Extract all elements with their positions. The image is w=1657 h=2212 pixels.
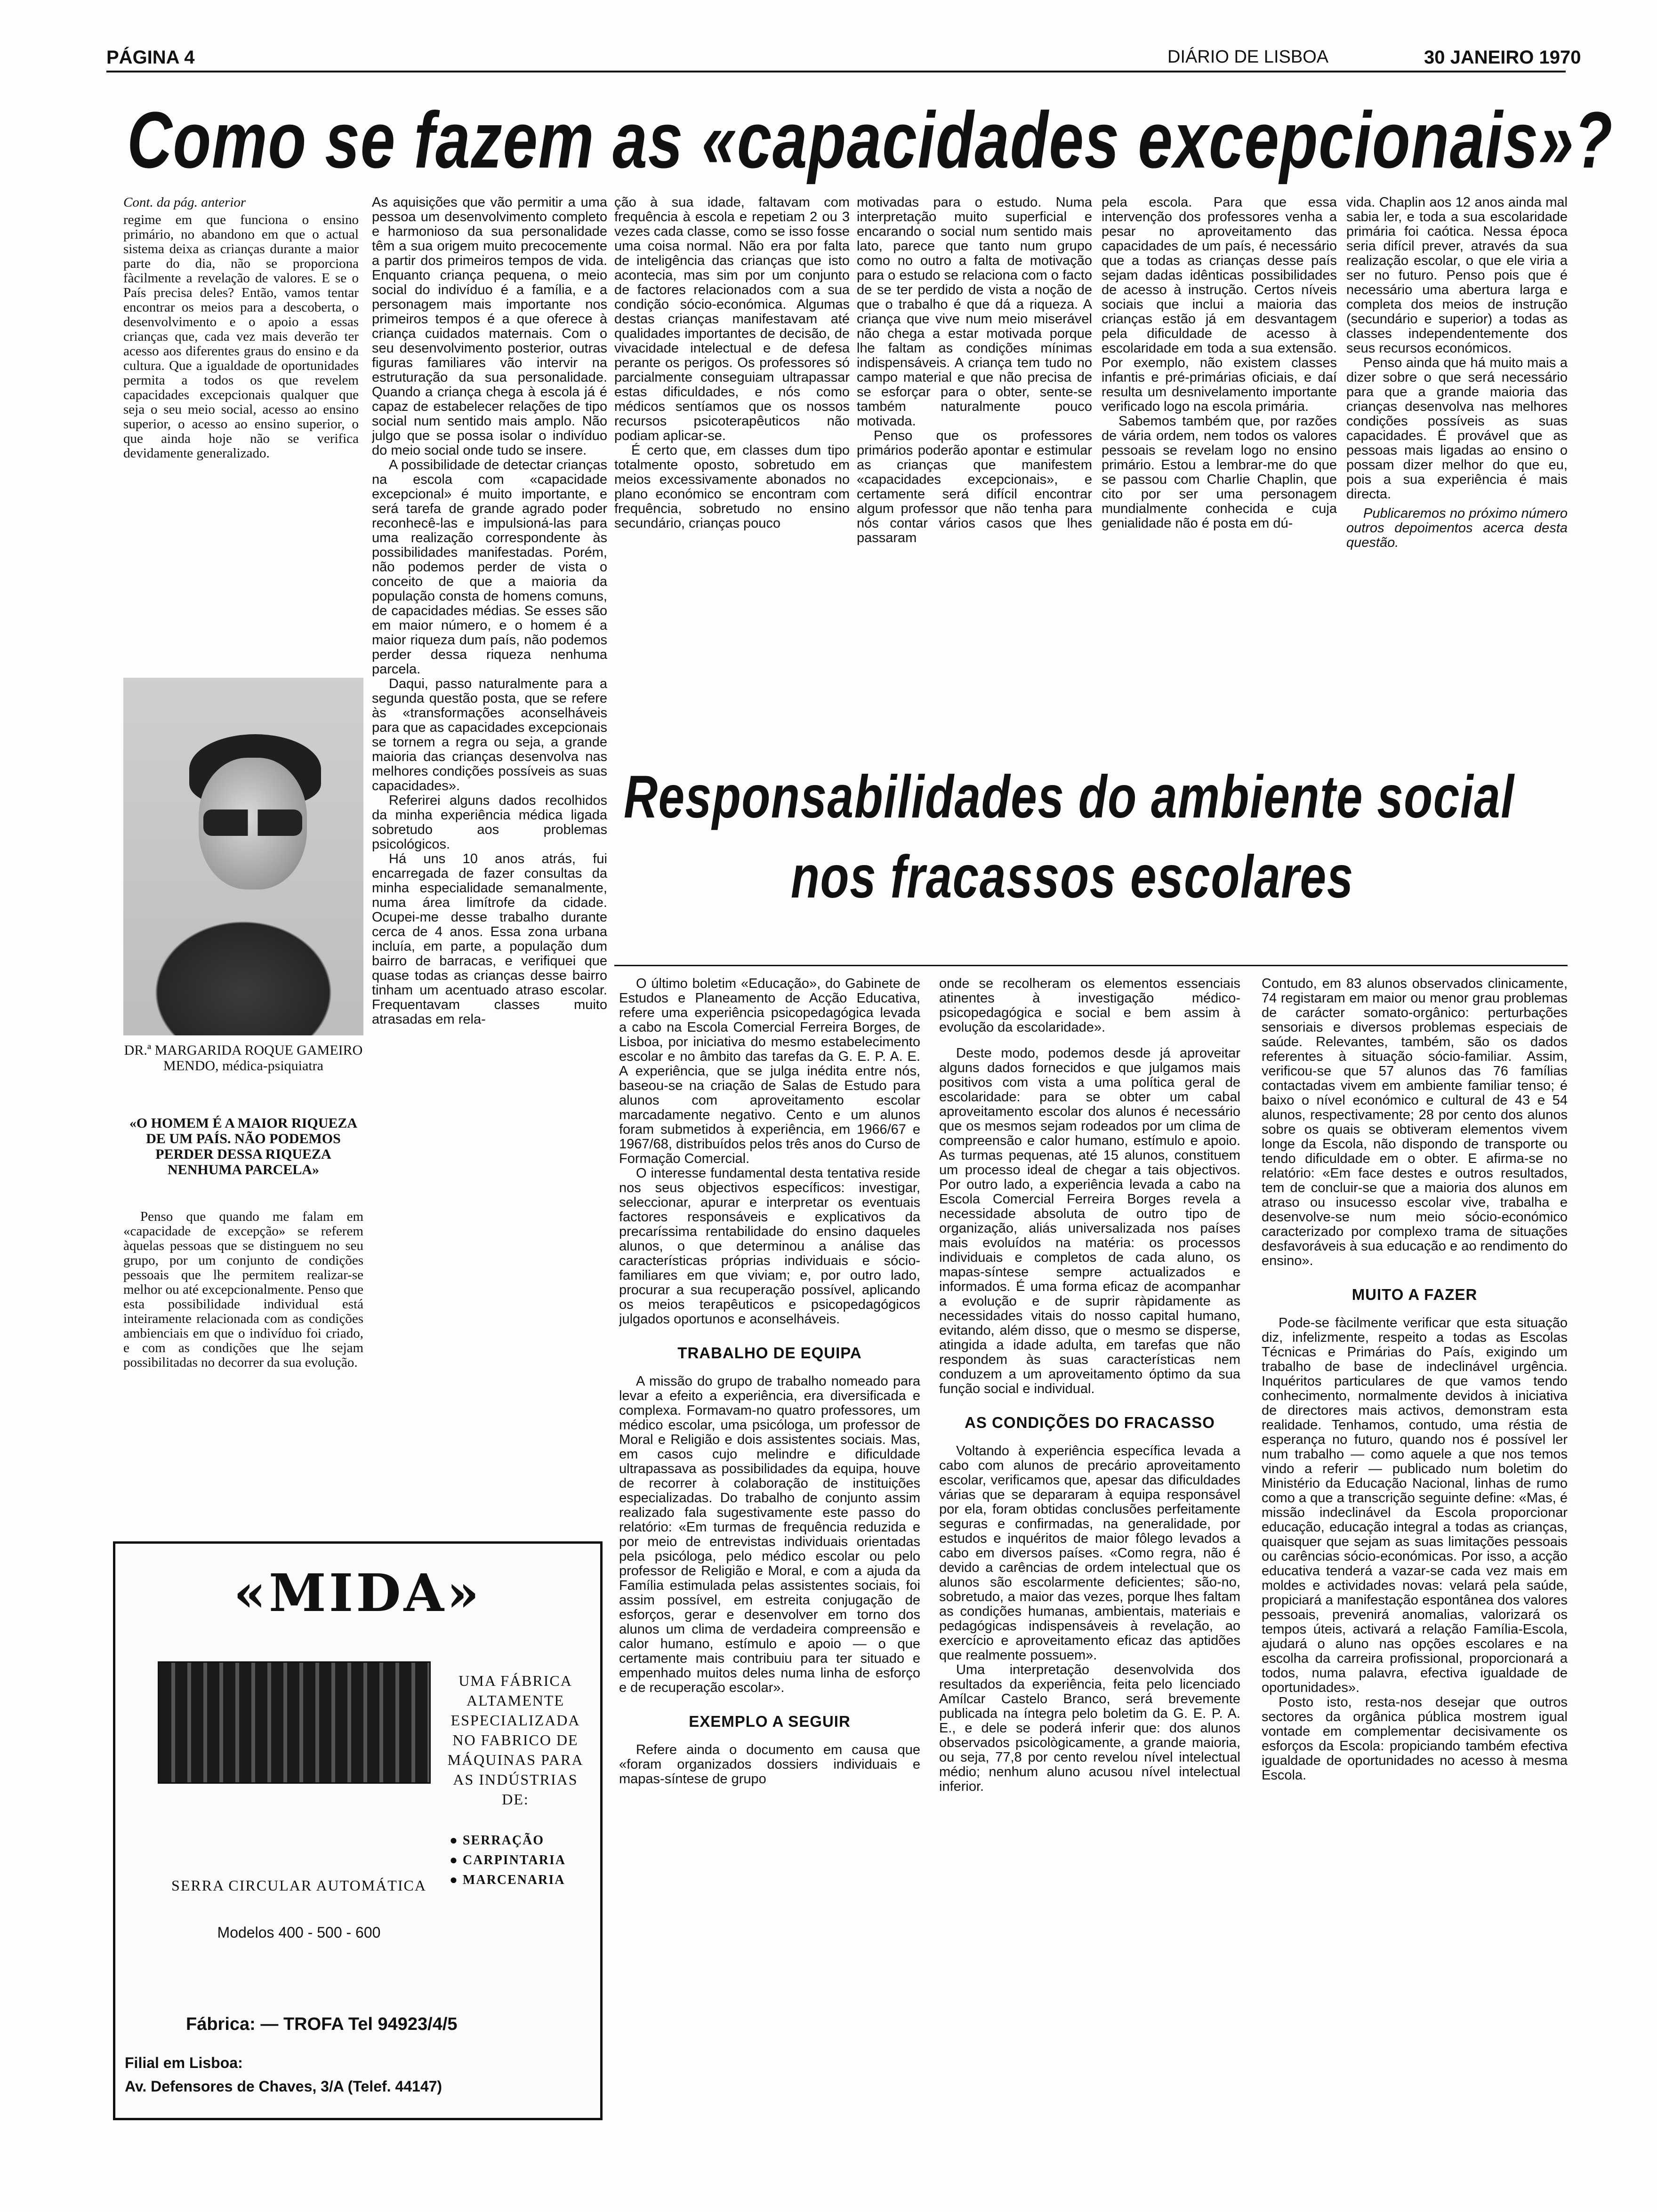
continuation-note: Cont. da pág. anterior — [123, 195, 246, 210]
article1-column-6 — [1346, 195, 1568, 732]
article1-col3b-text: É certo que, em classes dum tipo totalmente oposto, sobretudo em meios excessivamente abonados no plano económico se encontram com frequência, sobretudo no ensino secundário, crianças pouco — [614, 443, 850, 531]
article1-col2c-text: Daqui, passo naturalmente para a segunda questão posta, que se refere às «transformações aconselháveis para que as capacidades excepcionais se tornem a regra ou seja, a grande maioria das crianças desenvolva nas melhores condições possíveis as suas capacidades». — [372, 676, 607, 793]
ad-industries — [450, 1831, 600, 1890]
article2-headline-line1: Responsabilidades do ambiente social — [624, 763, 1515, 831]
article1-col6-text: vida. Chaplin aos 12 anos ainda mal sabia ler, e toda a sua escolaridade primária foi caótica. Nessa época seria difícil prever, através da sua realização escolar, o que ele viria a ser no futuro. Penso pois que é necessário uma abertura larga e completa dos meios de instrução (secundário e superior) a todas as classes independentemente dos seus recursos económicos. — [1346, 195, 1568, 356]
article1-column-5 — [1102, 195, 1337, 732]
article2-colC-text: Contudo, em 83 alunos observados clinicamente, 74 registaram em maior ou menor grau problemas de carácter somato-orgânico: perturbações sensoriais e diversos problemas especiais de saúde. Relevantes, também, são os dados referentes à situação sócio-familiar. Assim, verificou-se que 57 alunos das 76 famílias contactadas vivem em ambiente familiar tenso; é baixo o nível económico e cultural de 43 e 54 alunos, respectivamente; 28 por cento dos alunos sobre os quais se obtiveram elementos vivem longe da Escola, não dispondo de transporte ou tendo dificuldade em o obter. E afirma-se no relatório: «Em face destes e outros resultados, tem de concluir-se que a maioria dos alunos em atraso ou insucesso escolar vive, trabalha e desenvolve-se num meio sócio-económico caracterizado por complexo trama de situações desfavoráveis à sua educação e ao rendimento do ensino». — [1262, 977, 1568, 1268]
photo-caption: DR.ª MARGARIDA ROQUE GAMEIRO MENDO, médica-psiquiatra — [124, 1042, 363, 1074]
article1-column-1b — [123, 1210, 363, 1525]
page-label: PÁGINA 4 — [106, 47, 195, 68]
subhead-condicoes-fracasso: AS CONDIÇÕES DO FRACASSO — [965, 1414, 1215, 1431]
article2-top-rule — [614, 965, 1568, 966]
article1-col4-text: motivadas para o estudo. Numa interpretação muito superficial e encarando o social num sentido mais lato, parece que tanto num grupo como no outro a falta de motivação para o estudo se relaciona com o facto de se ter perdido de vista a noção de que o trabalho é que dá a riqueza. A criança que vive num meio miserável não chega a estar motivada porque lhe faltam as condições mínimas indispensáveis. A criança tem tudo no campo material e que não precisa de se esforçar para o obter, sente-se também naturalmente pouco motivada. — [857, 195, 1092, 429]
newspaper-name: DIÁRIO DE LISBOA — [1167, 47, 1329, 67]
article2-colB-text: onde se recolheram os elementos essenciais atinentes à investigação médico-psicopedagógica e social e bem assim à evolução da escolaridade». — [939, 977, 1240, 1035]
ad-models: Modelos 400 - 500 - 600 — [217, 1924, 381, 1941]
pull-quote: «O HOMEM É A MAIOR RIQUEZA DE UM PAÍS. NÃO PODEMOS PERDER DESSA RIQUEZA NENHUMA PARCELA» — [129, 1115, 358, 1178]
article1-col1-text: regime em que funciona o ensino primário, no abandono em que o actual sistema deixa as crianças durante a maior parte do dia, não se proporciona fàcilmente a revelação de valores. E se o País precisa deles? Então, vamos tentar encontrar os meios para a descoberta, o desenvolvimento e o apoio a essas crianças que, cada vez mais deverão ter acesso aos diferentes graus do ensino e da cultura. Que a igualdade de oportunidades permita a todos os que revelem capacidades excepcionais qualquer que seja o seu meio social, acesso ao ensino superior, o acesso ao ensino superior, o que ainda hoje não se verifica devidamente generalizado. — [123, 212, 359, 461]
article1-headline: Como se fazem as «capacidades excepcionais»? — [127, 96, 1613, 185]
industry-marcenaria: ● MARCENARIA — [450, 1870, 600, 1890]
article1-col1b-text: Penso que quando me falam em «capacidade de excepção» se referem àquelas pessoas que se distinguem no seu grupo, por um conjunto de condições pessoais que lhe permitem realizar-se melhor ou até excepcionalmente. Penso que esta possibilidade individual está inteiramente relacionada com as condições ambienciais em que o indivíduo foi criado, e com as condições que lhe sejam possibilitadas no decorrer da sua evolução. — [123, 1210, 363, 1370]
author-photo — [123, 678, 363, 1035]
article1-col2d-text: Referirei alguns dados recolhidos da minha experiência médica ligada sobretudo aos problemas psicológicos. — [372, 793, 607, 852]
ad-brand: «MIDA» — [233, 1563, 482, 1623]
article2-colB3-text: Voltando à experiência específica levada a cabo com alunos de precário aproveitamento escolar, verificamos que, apesar das dificuldades várias que se depararam à equipa responsável por ela, foram obtidas conclusões perfeitamente seguras e confirmadas, na generalidade, por estudos e inquéritos de maior fôlego levados a cabo em diversos países. «Como regra, não é devido a carências de ordem intelectual que os alunos são escolarmente deficientes; são-no, sobretudo, a maior das vezes, porque lhes faltam as condições humanas, ambientais, materiais e pedagógicas indispensáveis à revelação, ao exercício e aproveitamento eficaz das aptidões que realmente possuem». — [939, 1443, 1240, 1663]
masthead-rule — [106, 71, 1566, 72]
article2-colA2-text: O interesse fundamental desta tentativa reside nos seus objectivos específicos: investigar, seleccionar, apurar e interpretar os eventuais factores responsáveis e explicativos da precaríssima rentabilidade do ensino daqueles alunos, o que determinou a análise das características próprias individuais e sócio-familiares em que viviam; e, por outro lado, procurar a sua recuperação possível, aplicando os meios terapêuticos e psicopedagógicos julgados oportunos e aconselháveis. — [619, 1166, 920, 1327]
article1-col2-text: As aquisições que vão permitir a uma pessoa um desenvolvimento completo e harmonioso da sua personalidade têm a sua origem muito precocemente a partir dos primeiros tempos de vida. Enquanto criança pequena, o meio social do indivíduo é a família, e a personagem mais importante nos primeiros tempos é a que oferece à criança cuidados maternais. Com o seu desenvolvimento posterior, outras figuras familiares vão intervir na estruturação da sua personalidade. Quando a criança chega à escola já é capaz de estabelecer relações de tipo social num sentido mais amplo. Não julgo que se possa isolar o indivíduo do meio social onde tudo se insere. — [372, 195, 607, 458]
article2-colB4-text: Uma interpretação desenvolvida dos resultados da experiência, feita pelo licenciado Amílcar Castelo Branco, será brevemente publicada na íntegra pelo boletim da G. E. P. A. E., e dele se poderá inferir que: dos alunos observados psicològicamente, a grande maioria, ou seja, 77,8 por cento revelou nível intelectual médio; nenhum aluno acusou nível intelectual inferior. — [939, 1662, 1240, 1794]
article1-column-1 — [123, 195, 359, 657]
article1-col3-text: ção à sua idade, faltavam com frequência à escola e repetiam 2 ou 3 vezes cada classe, como se isso fosse uma coisa normal. Não era por falta de inteligência das crianças que isto acontecia, mas sim por um conjunto de factores relacionados com a sua condição sócio-económica. Algumas destas crianças manifestavam até qualidades importantes de decisão, de vivacidade intelectual e de defesa perante os perigos. Os professores só parcialmente conseguiam ultrapassar estas dificuldades, e nós como médicos sentíamos que os nossos recursos psicoterapêuticos não podiam aplicar-se. — [614, 195, 850, 443]
article2-column-a — [619, 977, 920, 2106]
mida-advertisement — [113, 1541, 603, 2120]
ad-tagline: UMA FÁBRICA ALTAMENTE ESPECIALIZADA NO FABRICO DE MÁQUINAS PARA AS INDÚSTRIAS DE: — [447, 1672, 584, 1808]
article1-column-3 — [614, 195, 850, 732]
article2-colA4-text: Refere ainda o documento em causa que «foram organizados dossiers individuais e mapas-síntese de grupo — [619, 1742, 920, 1787]
article2-colC3-text: Posto isto, resta-nos desejar que outros sectores da orgânica pública mostrem igual vontade em complementar decisivamente os esforços da Escola: propiciando também efectiva igualdade de oportunidades no acesso à mesma Escola. — [1262, 1695, 1568, 1783]
photo-glasses — [203, 809, 302, 836]
article2-colA3-text: A missão do grupo de trabalho nomeado para levar a efeito a experiência, era diversificada e complexa. Formavam-no quatro professores, um médico escolar, uma psicóloga, um professor de Moral e Religião e dois assistentes sociais. Mas, em casos cujo melindre e dificuldade ultrapassava as possibilidades da equipa, houve de recorrer à colaboração de instituições especializadas. Do trabalho de conjunto assim realizado fala sugestivamente este passo do relatório: «Em turmas de frequência reduzida e por meio de entrevistas individuais orientadas pela psicóloga, pelo médico escolar ou pelo professor de Religião e Moral, e com a ajuda da Família estimulada pelas assistentes sociais, foi assim possível, em estreita conjugação de esforços, gerar e desenvolver em torno dos alunos um clima de verdadeira compreensão e calor humano, estímulo e apoio — o que certamente mais contribuiu para ter situado e empenhado muitos deles numa linha de esforço e de recuperação escolar». — [619, 1374, 920, 1695]
article1-col5-text: pela escola. Para que essa intervenção dos professores venha a pesar no aproveitamento das capacidades de um país, é necessário que a todas as crianças desse país sejam dadas idênticas possibilidades de acesso à instrução. Certos níveis sociais que inclui a maioria das crianças estão já em desvantagem pela dificuldade de acesso à escolaridade em toda a sua extensão. Por exemplo, não existem classes infantis e pré-primárias oficiais, e daí resulta um desnivelamento importante verificado logo na escola primária. — [1102, 195, 1337, 414]
sawmill-machine-image — [158, 1661, 431, 1784]
article1-col2e-text: Há uns 10 anos atrás, fui encarregada de fazer consultas da minha especialidade semanalmente, numa área limítrofe da cidade. Ocupei-me desse trabalho durante cerca de 4 anos. Essa zona urbana incluía, em parte, a população dum bairro de barracas, e verifiquei que quase todas as crianças desse bairro tinham um acentuado atraso escolar. Frequentavam classes muito atrasadas em rela- — [372, 851, 607, 1027]
article1-col2b-text: A possibilidade de detectar crianças na escola com «capacidade excepcional» é muito importante, e será tarefa de grande agrado poder reconhecê-las e impulsioná-las para uma realização correspondente às possibilidades manifestadas. Porém, não podemos perder de vista o conceito de que a maioria da população consta de homens comuns, de capacidades médias. Se esses são em maior número, e o homem é a maior riqueza dum país, não podemos perder dessa riqueza nenhuma parcela. — [372, 457, 607, 677]
article2-colB2-text: Deste modo, podemos desde já aproveitar alguns dados fornecidos e que julgamos mais positivos com vista a uma política geral de escolaridade: para se obter um cabal aproveitamento escolar dos alunos é necessário que os mesmos sejam rodeados por um clima de compreensão e calor humano, estímulo e apoio. As turmas pequenas, até 15 alunos, constituem um processo ideal de chegar a tais objectivos. Por outro lado, a experiência levada a cabo na Escola Comercial Ferreira Borges revela a necessidade absoluta de outro tipo de organização, aliás universalizada nos países mais evoluídos na matéria: os processos individuais e completos de cada aluno, os mapas-síntese sempre actualizados e informados. É uma forma eficaz de acompanhar a evolução e de suprir ràpidamente as necessidades vitais do nosso capital humano, evitando, além disso, que o mesmo se disperse, atingida a idade adulta, em tarefas que não respondem às suas características nem conduzem a um aproveitamento óptimo da sua função social e individual. — [939, 1046, 1240, 1396]
article2-colA-text: O último boletim «Educação», do Gabinete de Estudos e Planeamento de Acção Educativa, refere uma experiência psicopedagógica levada a cabo na Escola Comercial Ferreira Borges, de Lisboa, por iniciativa do mesmo estabelecimento escolar e no âmbito das tarefas da G. E. P. A. E. A experiência, que se julga inédita entre nós, baseou-se na criação de Salas de Estudo para alunos com aproveitamento escolar marcadamente negativo. Cento e um alunos foram submetidos à experiência, em 1966/67 e 1967/68, distribuídos pelos três anos do Curso de Formação Comercial. — [619, 977, 920, 1166]
ad-branch-address: Av. Defensores de Chaves, 3/A (Telef. 44147) — [125, 2078, 442, 2095]
article1-col5b-text: Sabemos também que, por razões de vária ordem, nem todos os valores pessoais se revelam logo no ensino primário. Estou a lembrar-me do que se passou com Charlie Chaplin, que cito por ser uma personagem mundialmente conhecida e cuja genialidade não é posta em dú- — [1102, 414, 1337, 531]
subhead-exemplo-seguir: EXEMPLO A SEGUIR — [689, 1713, 851, 1730]
article1-column-4 — [857, 195, 1092, 732]
article1-continuation-note: Publicaremos no próximo número outros depoimentos acerca desta questão. — [1346, 506, 1568, 550]
subhead-muito-fazer: MUITO A FAZER — [1351, 1286, 1478, 1303]
article1-col4b-text: Penso que os professores primários poderão apontar e estimular as crianças que manifestem «capacidades excepcionais», e certamente será difícil encontrar algum professor que não tenha para nós contar vários casos que lhes passaram — [857, 428, 1092, 545]
article1-column-2 — [372, 195, 607, 1525]
article2-colC2-text: Pode-se fàcilmente verificar que esta situação diz, infelizmente, respeito a todas as Escolas Técnicas e Primárias do País, exigindo um trabalho de base de indeclinável urgência. Inquéritos particulares de que vamos tendo conhecimento, normalmente devidos à iniciativa de directores mais activos, demonstram esta realidade. Tenhamos, contudo, uma réstia de esperança no futuro, quando nos é possível ler num trabalho — como aquele a que nos temos vindo a referir — publicado num boletim do Ministério da Educação Nacional, linhas de rumo como a que a transcrição seguinte define: «Mas, é missão indeclinável da Escola proporcionar educação, educação integral a todas as crianças, quaisquer que sejam as suas limitações pessoais ou carências sócio-económicas. Por isso, a acção educativa tenderá a vazar-se cada vez mais em moldes e actividades novas: velará pela saúde, propiciará a manifestação espontânea dos valores pessoais, prevenirá anomalias, valorizará os tempos úteis, activará a relação Família-Escola, ajudará o aluno nas opções escolares e na escolha da carreira profissional, proporcionará a todos, numa palavra, efectiva igualdade de oportunidades». — [1262, 1315, 1568, 1695]
industry-carpintaria: ● CARPINTARIA — [450, 1851, 600, 1870]
ad-factory: Fábrica: — TROFA Tel 94923/4/5 — [186, 2014, 458, 2034]
article2-column-b — [939, 977, 1240, 2106]
subhead-trabalho-equipa: TRABALHO DE EQUIPA — [677, 1344, 862, 1362]
industry-serracao: ● SERRAÇÃO — [450, 1831, 600, 1851]
article1-col6b-text: Penso ainda que há muito mais a dizer sobre o que será necessário para que a grande maioria das crianças desenvolva nas melhores condições possíveis as suas capacidades. É provável que as pessoas mais ligadas ao ensino o possam dizer melhor do que eu, pois a sua experiência é mais directa. — [1346, 355, 1568, 502]
ad-product: SERRA CIRCULAR AUTOMÁTICA — [171, 1877, 426, 1894]
ad-branch-label: Filial em Lisboa: — [125, 2054, 243, 2071]
article2-headline-line2: nos fracassos escolares — [791, 843, 1354, 911]
article2-column-c — [1262, 977, 1568, 2106]
issue-date: 30 JANEIRO 1970 — [1424, 47, 1581, 68]
